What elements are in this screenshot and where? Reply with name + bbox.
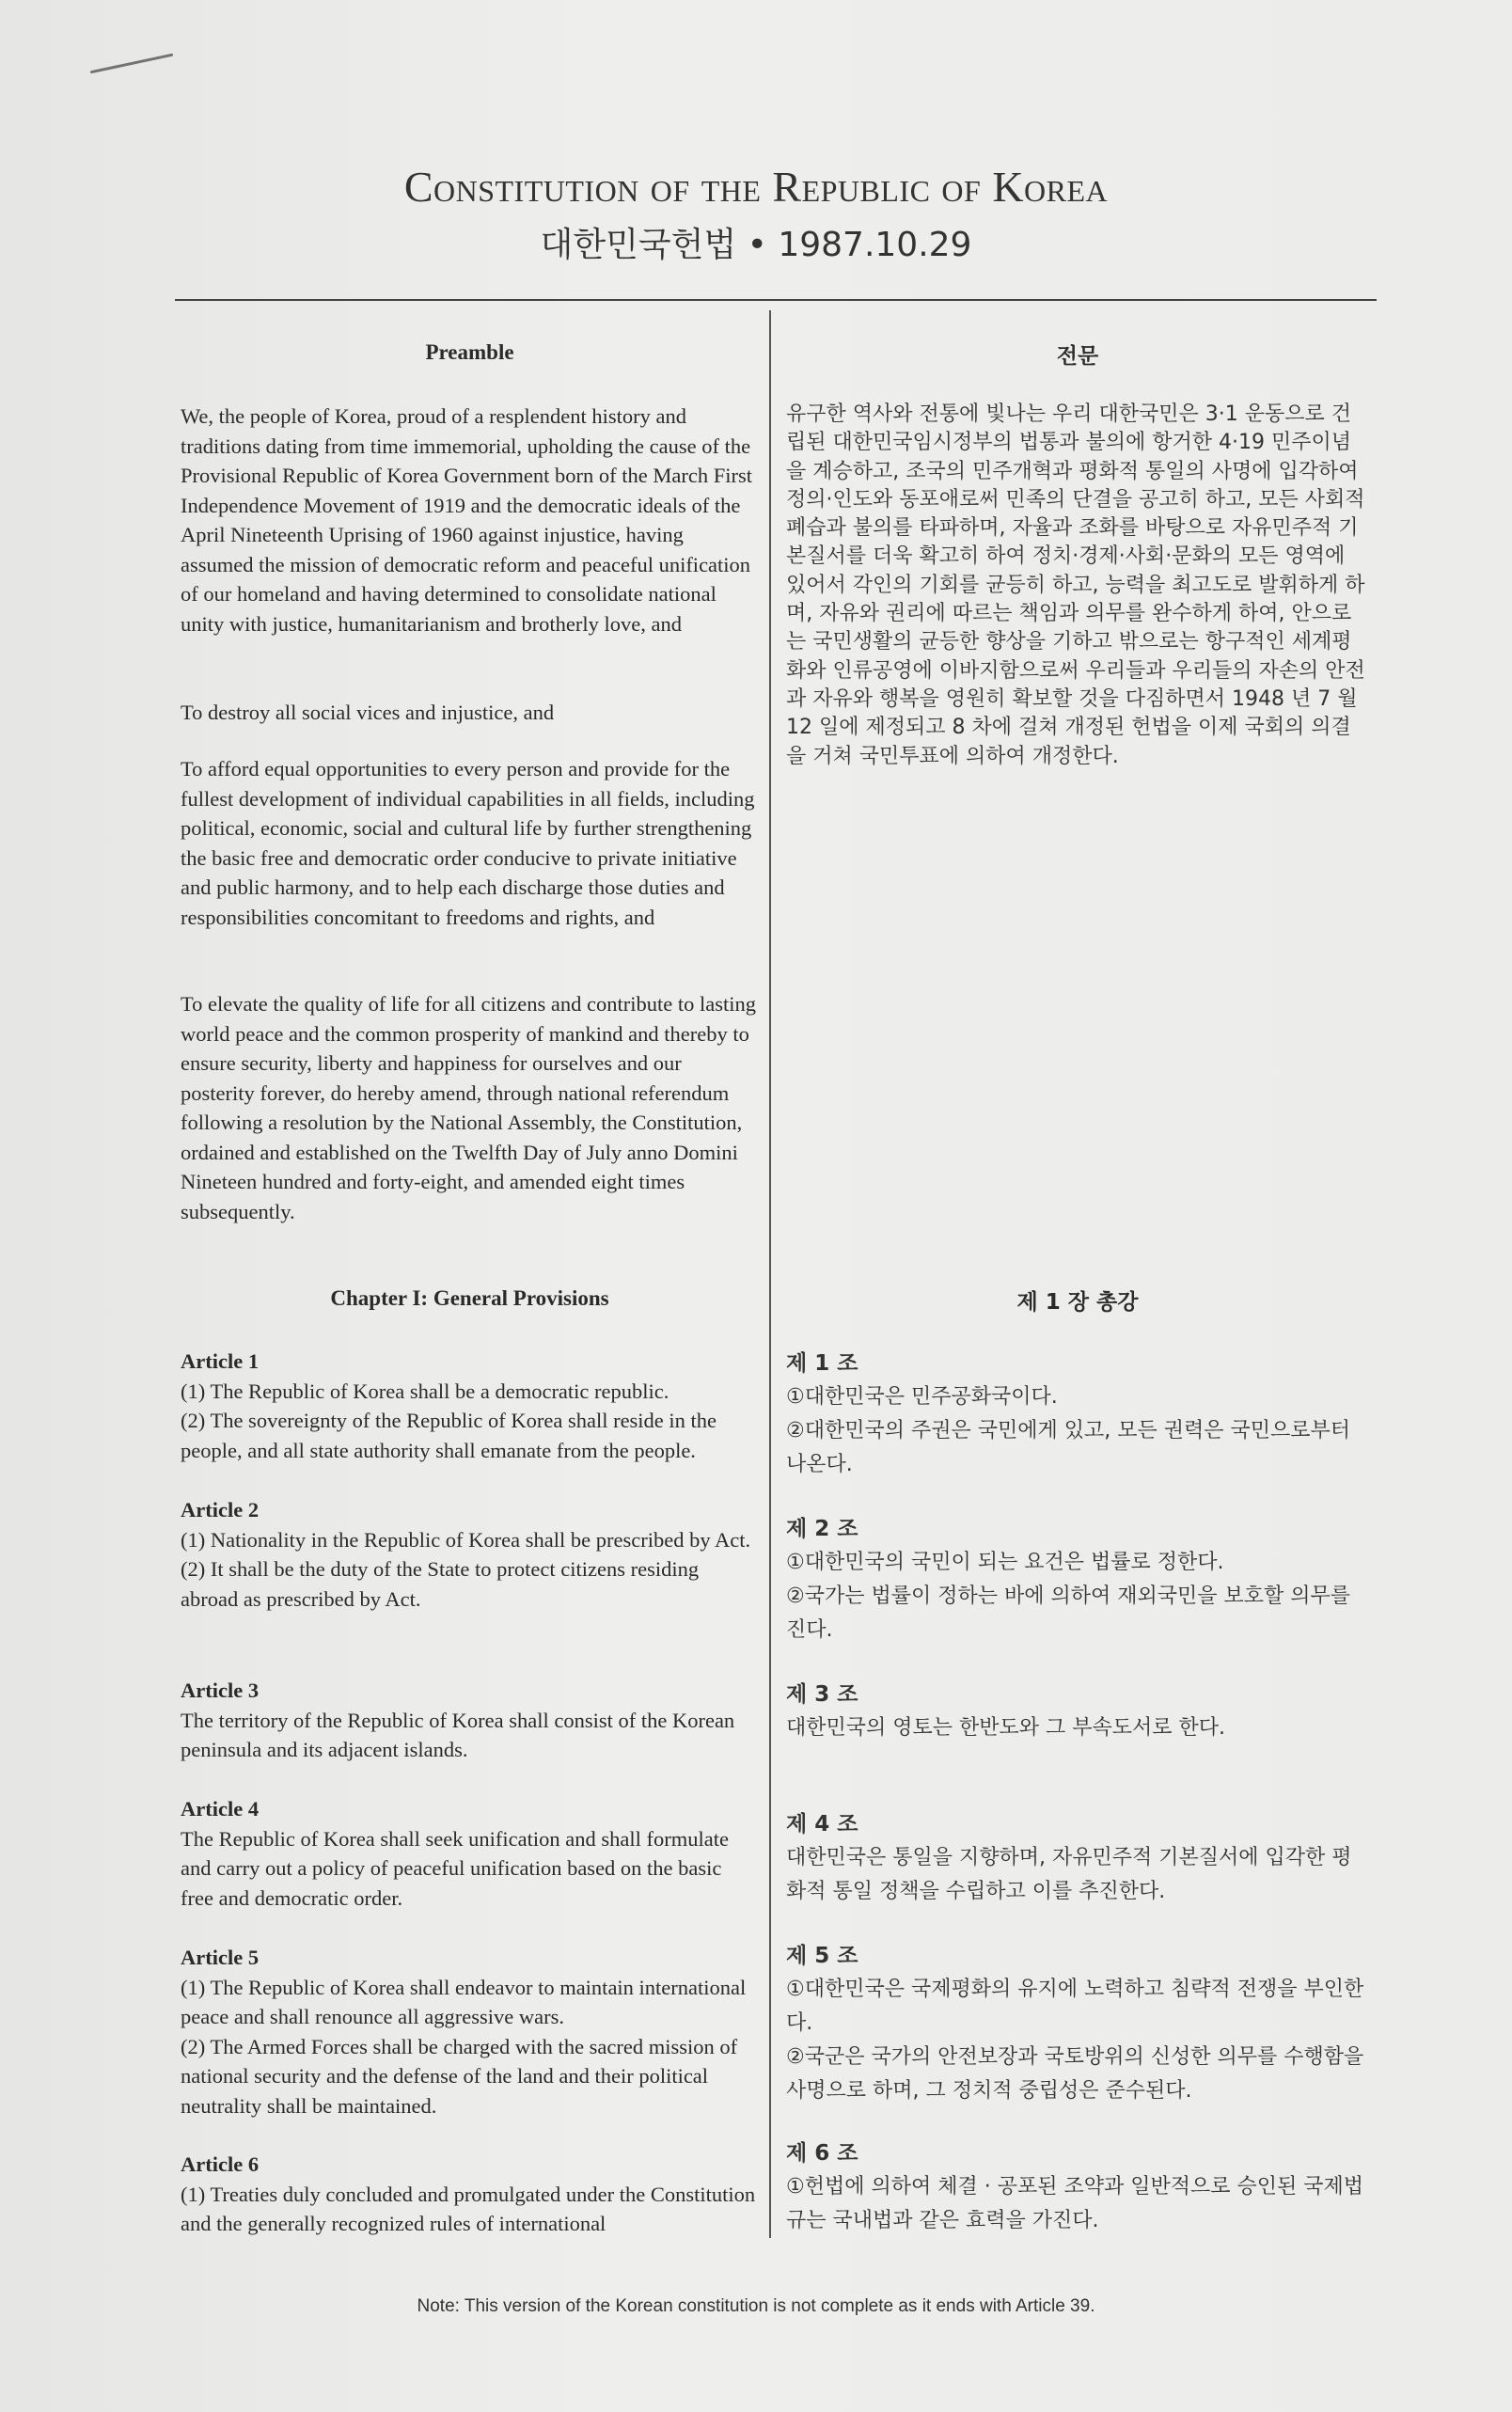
article-line: ②대한민국의 주권은 국민에게 있고, 모든 권력은 국민으로부터 나온다. — [786, 1419, 1350, 1476]
article-title: Article 5 — [181, 1946, 260, 1969]
preamble-heading-en: Preamble — [425, 340, 514, 364]
chapter-heading-en: Chapter I: General Provisions — [330, 1286, 609, 1310]
article-title: Article 1 — [181, 1349, 260, 1373]
article-6-en — [181, 2150, 759, 2239]
article-line: ①헌법에 의하여 체결 · 공포된 조약과 일반적으로 승인된 국제법규는 국내법과 같은 효력을 가진다. — [786, 2175, 1363, 2232]
article-line: (1) Treaties duly concluded and promulgated under the Constitution and the generally recognized rules of international — [181, 2182, 756, 2235]
preamble-text-ko: 유구한 역사와 전통에 빛나는 우리 대한국민은 3·1 운동으로 건립된 대한민국임시정부의 법통과 불의에 항거한 4·19 민주이념을 계승하고, 조국의 민주개혁과 평화적 통일의 사명에 입각하여 정의·인도와 동포애로써 민족의 단결을 공고히 하고, 모든 사회적 폐습과 불의를 타파하며, 자율과 조화를 바탕으로 자유민주적 기본질서를 더욱 확고히 하여 정치·경제·사회·문화의 모든 영역에 있어서 각인의 기회를 균등히 하고, 능력을 최고도로 발휘하게 하며, 자유와 권리에 따르는 책임과 의무를 완수하게 하여, 안으로는 국민생활의 균등한 향상을 기하고 밖으로는 항구적인 세계평화와 인류공영에 이바지함으로써 우리들과 우리들의 자손의 안전과 자유와 행복을 영원히 확보할 것을 다짐하면서 1948 년 7 월 12 일에 제정되고 8 차에 걸쳐 개정된 헌법을 이제 국회의 의결을 거쳐 국민투표에 의하여 개정한다. — [786, 402, 1365, 768]
preamble-heading-ko: 전문 — [1056, 344, 1099, 369]
article-line: (2) It shall be the duty of the State to protect citizens residing abroad as prescribed by Act. — [181, 1557, 700, 1611]
article-line: The territory of the Republic of Korea shall consist of the Korean peninsula and its adjacent islands. — [181, 1708, 735, 1761]
preamble-paragraph-3: To afford equal opportunities to every person and provide for the fullest development of individual capabilities in all fields, including political, economic, social and cultural life by further strengthening the basic free and democratic order conducive to private initiative and public harmony, and to help each discharge those duties and responsibilities concomitant to freedoms and rights, and — [181, 757, 755, 929]
article-6-ko — [786, 2136, 1369, 2238]
article-line: (2) The Armed Forces shall be charged with the sacred mission of national security and the defense of the land and their political neutrality shall be maintained. — [181, 2034, 738, 2118]
document-subtitle: 대한민국헌법 • 1987.10.29 — [540, 226, 972, 264]
footer-note: Note: This version of the Korean constitution is not complete as it ends with Article 39. — [417, 2296, 1095, 2316]
preamble-paragraph-1: We, the people of Korea, proud of a resplendent history and traditions dating from time immemorial, upholding the cause of the Provisional Republic of Korea Government born of the March First Independence Movement of 1919 and the democratic ideals of the April Nineteenth Uprising of 1960 against injustice, having assumed the mission of democratic reform and peaceful unification of our homeland and having determined to consolidate national unity with justice, humanitarianism and brotherly love, and — [181, 404, 752, 636]
preamble-paragraph-4: To elevate the quality of life for all citizens and contribute to lasting world peace and the common prosperity of mankind and thereby to ensure security, liberty and happiness for ourselves and our posterity forever, do hereby amend, through national referendum following a resolution by the National Assembly, the Constitution, ordained and established on the Twelfth Day of July anno Domini Nineteen hundred and forty-eight, and amended eight times subsequently. — [181, 992, 756, 1223]
article-4-ko — [786, 1807, 1369, 1909]
article-title: 제 1 조 — [786, 1351, 858, 1376]
article-4-en — [181, 1794, 759, 1913]
article-title: Article 3 — [181, 1679, 260, 1702]
header-rule — [175, 299, 1377, 301]
article-1-en — [181, 1347, 759, 1465]
article-5-en — [181, 1943, 759, 2120]
article-title: 제 3 조 — [786, 1682, 858, 1707]
article-line: The Republic of Korea shall seek unification and shall formulate and carry out a policy of peaceful unification based on the basic free and democratic order. — [181, 1826, 729, 1910]
article-line: ①대한민국의 국민이 되는 요건은 법률로 정한다. — [786, 1551, 1224, 1574]
article-line: (2) The sovereignty of the Republic of Korea shall reside in the people, and all state authority shall emanate from the people. — [181, 1409, 717, 1462]
article-3-en — [181, 1676, 759, 1765]
article-2-ko — [786, 1512, 1369, 1647]
article-3-ko — [786, 1678, 1369, 1745]
pen-mark — [90, 54, 174, 74]
article-title: 제 5 조 — [786, 1944, 858, 1968]
article-line: (1) Nationality in the Republic of Korea shall be prescribed by Act. — [181, 1527, 751, 1552]
article-title: Article 2 — [181, 1498, 260, 1521]
preamble-paragraph-2: To destroy all social vices and injustice, and — [181, 701, 555, 724]
article-line: ②국가는 법률이 정하는 바에 의하여 재외국민을 보호할 의무를 진다. — [786, 1584, 1350, 1642]
chapter-heading-ko: 제 1 장 총강 — [1016, 1290, 1139, 1315]
article-line: (1) The Republic of Korea shall endeavor to maintain international peace and shall renounce all aggressive wars. — [181, 1975, 747, 2028]
article-title: 제 6 조 — [786, 2141, 858, 2166]
article-line: ①대한민국은 국제평화의 유지에 노력하고 침략적 전쟁을 부인한다. — [786, 1978, 1364, 2035]
article-2-en — [181, 1495, 759, 1614]
article-line: 대한민국은 통일을 지향하며, 자유민주적 기본질서에 입각한 평화적 통일 정책을 수립하고 이를 추진한다. — [786, 1846, 1352, 1903]
document-title: Constitution of the Republic of Korea — [403, 163, 1109, 211]
column-divider — [769, 310, 771, 2238]
article-line: (1) The Republic of Korea shall be a democratic republic. — [181, 1379, 669, 1403]
article-title: Article 4 — [181, 1797, 260, 1821]
article-1-ko — [786, 1347, 1369, 1482]
article-title: 제 2 조 — [786, 1517, 858, 1541]
article-title: 제 4 조 — [786, 1812, 858, 1837]
article-5-ko — [786, 1939, 1369, 2108]
article-line: ②국군은 국가의 안전보장과 국토방위의 신성한 의무를 수행함을 사명으로 하며, 그 정치적 중립성은 준수된다. — [786, 2045, 1364, 2103]
article-line: ①대한민국은 민주공화국이다. — [786, 1385, 1058, 1409]
article-title: Article 6 — [181, 2152, 260, 2176]
article-line: 대한민국의 영토는 한반도와 그 부속도서로 한다. — [786, 1716, 1226, 1740]
